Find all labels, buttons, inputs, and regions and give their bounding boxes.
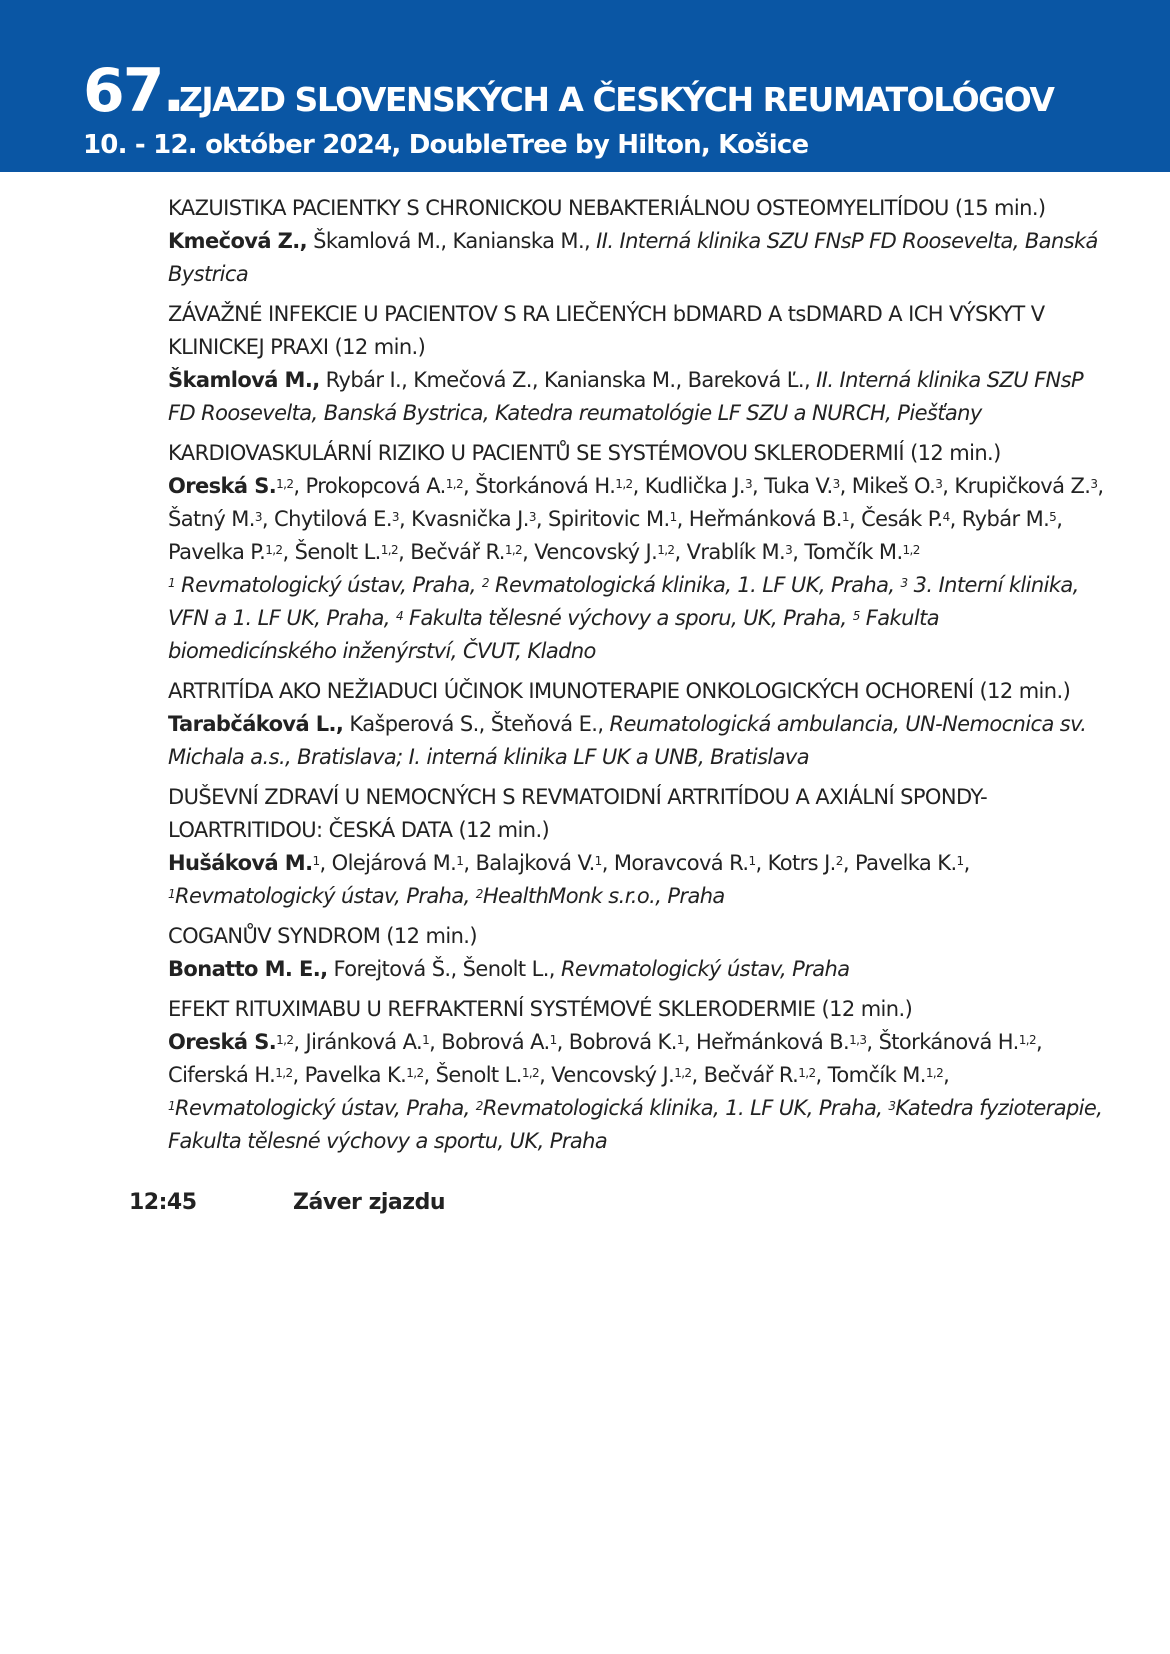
text-fragment: , Mikeš O. xyxy=(839,474,936,498)
superscript-marker: 4 xyxy=(395,609,403,623)
text-fragment: , Pavelka K. xyxy=(292,1063,407,1087)
superscript-marker: 1,2 xyxy=(925,1066,944,1080)
superscript-marker: 3 xyxy=(935,477,943,491)
text-fragment: , Tomčík M. xyxy=(792,540,903,564)
superscript-marker: 2 xyxy=(835,854,843,868)
closing-time: 12:45 xyxy=(129,1190,197,1215)
superscript-marker: 3 xyxy=(391,510,399,524)
superscript-marker: 3 xyxy=(1090,477,1098,491)
text-fragment: , Pavelka P. xyxy=(168,507,1063,564)
superscript-marker: 2 xyxy=(475,1099,483,1113)
text-fragment: , Vencovský J. xyxy=(522,540,658,564)
lead-author: Škamlová M., xyxy=(168,368,320,392)
text-fragment: Revmatologický ústav, Praha, xyxy=(175,573,482,597)
text-fragment: , Moravcová R. xyxy=(601,851,749,875)
lead-author: Hušáková M. xyxy=(168,851,313,875)
program-list xyxy=(168,192,1108,1165)
text-fragment: , Bobrová A. xyxy=(429,1030,550,1054)
text-fragment: , Štorkánová H. xyxy=(463,474,616,498)
text-fragment: , Bečvář R. xyxy=(398,540,505,564)
co-authors: Rybár I., Kmečová Z., Kanianska M., Bareková Ľ., xyxy=(319,368,817,392)
superscript-marker: 1,2 xyxy=(275,1066,293,1080)
program-entry xyxy=(168,192,1108,291)
superscript-marker: 1,2 xyxy=(380,543,399,557)
text-fragment: Fakulta tělesné výchovy a sporu, UK, Praha, xyxy=(402,606,853,630)
header-banner xyxy=(0,0,1170,172)
lead-author: Tarabčáková L., xyxy=(168,712,344,736)
text-fragment: , xyxy=(943,1063,950,1087)
superscript-marker: 1 xyxy=(422,1033,430,1047)
superscript-marker: 1 xyxy=(748,854,756,868)
superscript-marker: 1,2 xyxy=(265,543,283,557)
superscript-marker: 1,2 xyxy=(445,477,463,491)
text-fragment: , Kotrs J. xyxy=(755,851,836,875)
text-fragment: Revmatologický ústav, Praha, xyxy=(175,1096,476,1120)
text-fragment: , Štorkánová H. xyxy=(866,1030,1019,1054)
superscript-marker: 1 xyxy=(841,510,849,524)
program-entry xyxy=(168,437,1108,668)
text-fragment: Revmatologická klinika, 1. LF UK, Praha, xyxy=(482,1096,889,1120)
co-authors xyxy=(168,474,1103,564)
superscript-marker: 1 xyxy=(456,854,464,868)
entry-title: ZÁVAŽNÉ INFEKCIE U PACIENTOV S RA LIEČENÝCH bDMARD A tsDMARD A ICH VÝSKYT V KLINICKEJ PRAXI (12 min.) xyxy=(168,302,1045,359)
superscript-marker: 1,2 xyxy=(1018,1033,1037,1047)
superscript-marker: 3 xyxy=(785,543,793,557)
superscript-marker: 1 xyxy=(669,510,677,524)
superscript-marker: 1 xyxy=(168,887,176,901)
affiliation xyxy=(168,1092,1108,1158)
entry-authors xyxy=(168,847,1108,880)
superscript-marker: 1,2 xyxy=(276,1033,294,1047)
closing-label: Záver zjazdu xyxy=(293,1190,445,1215)
superscript-marker: 1,2 xyxy=(615,477,633,491)
text-fragment: , Bečvář R. xyxy=(691,1063,799,1087)
text-fragment: , Česák P. xyxy=(848,507,943,531)
entry-authors xyxy=(168,225,1108,291)
text-fragment: , Heřmánková B. xyxy=(683,1030,850,1054)
entry-title: ARTRITÍDA AKO NEŽIADUCI ÚČINOK IMUNOTERAPIE ONKOLOGICKÝCH OCHORENÍ (12 min.) xyxy=(168,679,1071,703)
superscript-marker: 3 xyxy=(528,510,536,524)
entry-title: EFEKT RITUXIMABU U REFRAKTERNÍ SYSTÉMOVÉ SKLERODERMIE (12 min.) xyxy=(168,997,913,1021)
lead-author: Kmečová Z., xyxy=(168,229,308,253)
co-authors: Forejtová Š., Šenolt L., xyxy=(327,957,561,981)
superscript-marker: 1 xyxy=(168,1099,176,1113)
superscript-marker: 1,2 xyxy=(276,477,294,491)
entry-title: DUŠEVNÍ ZDRAVÍ U NEMOCNÝCH S REVMATOIDNÍ ARTRITÍDOU A AXIÁLNÍ SPONDY-LOARTRITIDOU: ČESKÁ DATA (12 min.) xyxy=(168,785,988,842)
text-fragment: , Vencovský J. xyxy=(539,1063,675,1087)
superscript-marker: 1 xyxy=(956,854,964,868)
text-fragment: , Jiránková A. xyxy=(293,1030,423,1054)
superscript-marker: 5 xyxy=(852,609,860,623)
congress-number: 67. xyxy=(83,56,184,126)
affiliation: Reumatologická ambulancia, UN-Nemocnica sv. Michala a.s., Bratislava; I. interná klinika LF UK a UNB, Bratislava xyxy=(168,712,1087,769)
program-entry xyxy=(168,781,1108,913)
text-fragment: , Kudlička J. xyxy=(632,474,745,498)
affiliation: Revmatologický ústav, Praha xyxy=(560,957,850,981)
text-fragment: , Šatný M. xyxy=(168,474,1104,531)
text-fragment: , Šenolt L. xyxy=(423,1063,522,1087)
superscript-marker: 1,2 xyxy=(674,1066,692,1080)
text-fragment: , Šenolt L. xyxy=(282,540,381,564)
co-authors: Kašperová S., Šteňová E., xyxy=(343,712,610,736)
lead-author: Oreská S. xyxy=(168,1030,277,1054)
superscript-marker: 3 xyxy=(888,1099,896,1113)
text-fragment: HealthMonk s.r.o., Praha xyxy=(482,884,725,908)
superscript-marker: 5 xyxy=(1049,510,1057,524)
program-entry xyxy=(168,298,1108,430)
superscript-marker: 1 xyxy=(312,854,320,868)
text-fragment: , Krupičková Z. xyxy=(942,474,1091,498)
text-fragment: , Tuka V. xyxy=(751,474,833,498)
co-authors: Škamlová M., Kanianska M., xyxy=(307,229,597,253)
superscript-marker: 2 xyxy=(481,576,489,590)
superscript-marker: 1,2 xyxy=(504,543,523,557)
superscript-marker: 4 xyxy=(942,510,950,524)
superscript-marker: 1 xyxy=(168,576,176,590)
superscript-marker: 1,2 xyxy=(902,543,920,557)
text-fragment: Katedra fyzioterapie, Fakulta tělesné výchovy a sportu, UK, Praha xyxy=(168,1096,1103,1153)
superscript-marker: 1,2 xyxy=(798,1066,816,1080)
entry-title: KAZUISTIKA PACIENTKY S CHRONICKOU NEBAKTERIÁLNOU OSTEOMYELITÍDOU (15 min.) xyxy=(168,196,1046,220)
co-authors xyxy=(312,851,969,875)
entry-authors xyxy=(168,364,1108,430)
program-entry xyxy=(168,993,1108,1158)
superscript-marker: 1 xyxy=(594,854,602,868)
entry-title: COGANŮV SYNDROM (12 min.) xyxy=(168,924,477,948)
program-entry xyxy=(168,920,1108,986)
congress-title: ZJAZD SLOVENSKÝCH A ČESKÝCH REUMATOLÓGOV xyxy=(179,80,1054,119)
text-fragment: , Spiritovic M. xyxy=(535,507,670,531)
entry-authors xyxy=(168,470,1108,569)
superscript-marker: 3 xyxy=(744,477,752,491)
entry-authors xyxy=(168,708,1108,774)
superscript-marker: 2 xyxy=(475,887,483,901)
text-fragment: , Balajková V. xyxy=(463,851,595,875)
entry-title: KARDIOVASKULÁRNÍ RIZIKO U PACIENTŮ SE SYSTÉMOVOU SKLERODERMIÍ (12 min.) xyxy=(168,441,1001,465)
co-authors xyxy=(168,1030,1042,1087)
text-fragment: Revmatologická klinika, 1. LF UK, Praha, xyxy=(488,573,901,597)
text-fragment: , Tomčík M. xyxy=(815,1063,926,1087)
text-fragment: Fakulta biomedicínského inženýrství, ČVUT, Kladno xyxy=(168,606,939,663)
text-fragment: , Olejárová M. xyxy=(319,851,457,875)
superscript-marker: 3 xyxy=(832,477,840,491)
superscript-marker: 1,2 xyxy=(657,543,675,557)
affiliation: II. Interná klinika SZU FNsP FD Roosevelta, Banská Bystrica xyxy=(168,229,1098,286)
superscript-marker: 1,2 xyxy=(406,1066,424,1080)
text-fragment: , Bobrová K. xyxy=(556,1030,677,1054)
affiliation xyxy=(168,880,1108,913)
entry-authors xyxy=(168,1026,1108,1092)
text-fragment: , Pavelka K. xyxy=(842,851,957,875)
lead-author: Oreská S. xyxy=(168,474,277,498)
superscript-marker: 1 xyxy=(676,1033,684,1047)
lead-author: Bonatto M. E., xyxy=(168,957,328,981)
superscript-marker: 3 xyxy=(254,510,262,524)
affiliation: II. Interná klinika SZU FNsP FD Roosevelta, Banská Bystrica, Katedra reumatológie LF SZU a NURCH, Piešťany xyxy=(168,368,1084,425)
text-fragment: , Prokopcová A. xyxy=(293,474,446,498)
text-fragment: 3. Interní klinika, VFN a 1. LF UK, Praha, xyxy=(168,573,1079,630)
affiliation xyxy=(168,569,1108,668)
text-fragment: , Heřmánková B. xyxy=(676,507,842,531)
text-fragment: , Kvasnička J. xyxy=(398,507,529,531)
text-fragment: , Ciferská H. xyxy=(168,1030,1043,1087)
entry-authors xyxy=(168,953,1108,986)
text-fragment: , Chytilová E. xyxy=(261,507,392,531)
congress-subtitle: 10. - 12. október 2024, DoubleTree by Hilton, Košice xyxy=(83,130,809,160)
superscript-marker: 3 xyxy=(900,576,908,590)
text-fragment: , Vrablík M. xyxy=(674,540,786,564)
superscript-marker: 1,3 xyxy=(849,1033,867,1047)
superscript-marker: 1 xyxy=(549,1033,557,1047)
text-fragment: Revmatologický ústav, Praha, xyxy=(175,884,476,908)
superscript-marker: 1,2 xyxy=(521,1066,540,1080)
text-fragment: , Rybár M. xyxy=(949,507,1050,531)
program-entry xyxy=(168,675,1108,774)
text-fragment: , xyxy=(963,851,970,875)
